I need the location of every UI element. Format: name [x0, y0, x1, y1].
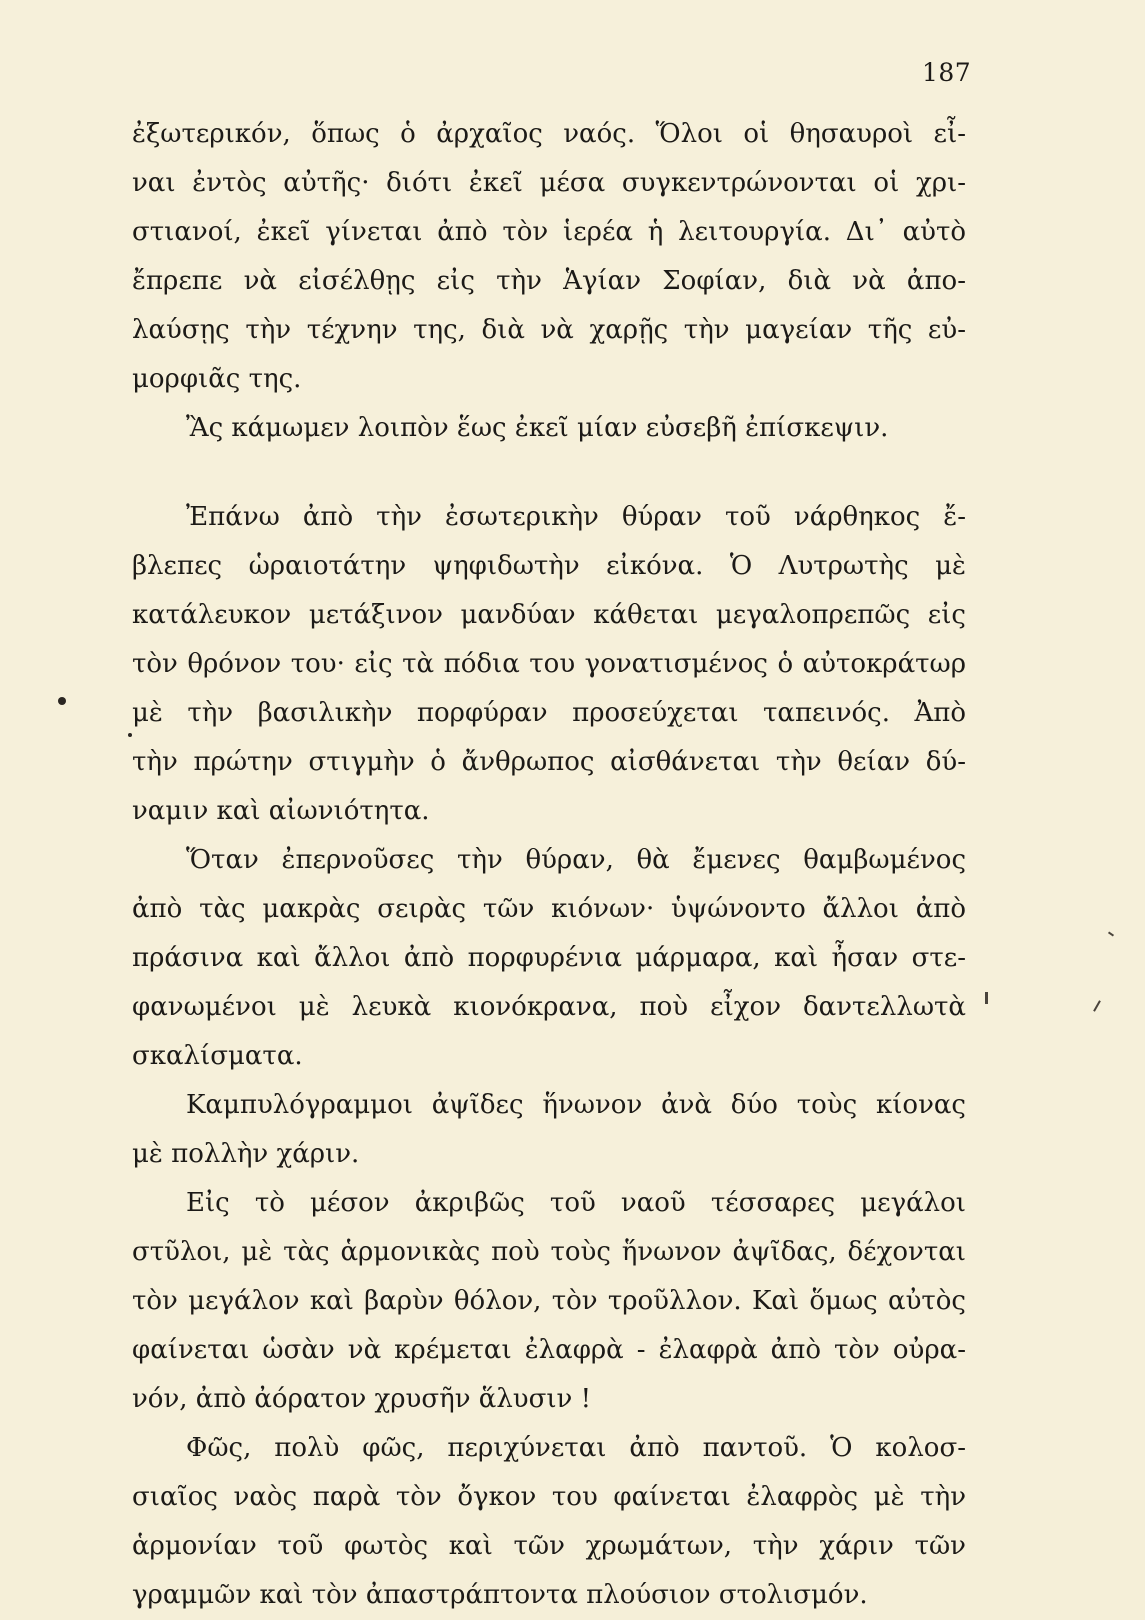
text-line: μὲ τὴν βασιλικὴν πορφύραν προσεύχεται ταπεινός. Ἀπὸ [132, 698, 966, 728]
text-line: ἔπρεπε νὰ εἰσέλθῃς εἰς τὴν Ἁγίαν Σοφίαν, διὰ νὰ ἀπο- [132, 266, 966, 296]
text-line: νόν, ἀπὸ ἀόρατον χρυσῆν ἅλυσιν ! [132, 1384, 592, 1414]
text-line: μορφιᾶς της. [132, 364, 302, 394]
margin-stroke-mark [1108, 931, 1114, 936]
paragraph [132, 404, 966, 453]
text-line: τὸν θρόνον του· εἰς τὰ πόδια του γονατισμένος ὁ αὐτοκράτωρ [132, 649, 966, 679]
margin-stroke-mark [1093, 1000, 1101, 1011]
margin-stroke-mark [985, 992, 988, 1004]
margin-dot-mark [58, 697, 66, 705]
text-line: λαύσῃς τὴν τέχνην της, διὰ νὰ χαρῇς τὴν μαγείαν τῆς εὐ- [132, 315, 966, 345]
text-line: ἀπὸ τὰς μακρὰς σειρὰς τῶν κιόνων· ὑψώνοντο ἄλλοι ἀπὸ [132, 894, 966, 924]
text-line: τὸν μεγάλον καὶ βαρὺν θόλον, τὸν τροῦλλον. Καὶ ὅμως αὐτὸς [132, 1286, 966, 1316]
text-line: φανωμένοι μὲ λευκὰ κιονόκρανα, ποὺ εἶχον δαντελλωτὰ [132, 992, 966, 1022]
paragraph [132, 110, 966, 404]
text-line: πράσινα καὶ ἄλλοι ἀπὸ πορφυρένια μάρμαρα, καὶ ἦσαν στε- [132, 943, 966, 973]
text-line: Καμπυλόγραμμοι ἀψῖδες ἥνωνον ἀνὰ δύο τοὺς κίονας [186, 1090, 966, 1120]
paragraph [132, 1179, 966, 1424]
text-line: κατάλευκον μετάξινον μανδύαν κάθεται μεγαλοπρεπῶς εἰς [132, 600, 966, 630]
text-line: τὴν πρώτην στιγμὴν ὁ ἄνθρωπος αἰσθάνεται τὴν θείαν δύ- [132, 747, 966, 777]
paragraph [132, 493, 966, 836]
paragraph-gap [132, 453, 966, 493]
text-line: ἁρμονίαν τοῦ φωτὸς καὶ τῶν χρωμάτων, τὴν χάριν τῶν [132, 1531, 966, 1561]
text-line: στιανοί, ἐκεῖ γίνεται ἀπὸ τὸν ἱερέα ἡ λειτουργία. Δι᾽ αὐτὸ [132, 217, 966, 247]
text-line: βλεπες ὡραιοτάτην ψηφιδωτὴν εἰκόνα. Ὁ Λυτρωτὴς μὲ [132, 551, 966, 581]
text-line: Φῶς, πολὺ φῶς, περιχύνεται ἀπὸ παντοῦ. Ὁ κολοσ- [186, 1433, 966, 1463]
margin-dot-mark [128, 733, 132, 737]
text-line: Εἰς τὸ μέσον ἀκριβῶς τοῦ ναοῦ τέσσαρες μεγάλοι [186, 1188, 966, 1218]
text-line: Ἂς κάμωμεν λοιπὸν ἕως ἐκεῖ μίαν εὐσεβῆ ἐπίσκεψιν. [186, 413, 889, 443]
text-line: ναι ἐντὸς αὐτῆς· διότι ἐκεῖ μέσα συγκεντρώνονται οἱ χρι- [132, 168, 966, 198]
paragraph [132, 1424, 966, 1620]
paragraph [132, 836, 966, 1081]
text-line: γραμμῶν καὶ τὸν ἀπαστράπτοντα πλούσιον στολισμόν. [132, 1580, 868, 1610]
text-line: σιαῖος ναὸς παρὰ τὸν ὄγκον του φαίνεται ἐλαφρὸς μὲ τὴν [132, 1482, 966, 1512]
paragraph [132, 1081, 966, 1179]
text-line: φαίνεται ὡσὰν νὰ κρέμεται ἐλαφρὰ - ἐλαφρὰ ἀπὸ τὸν οὐρα- [132, 1335, 966, 1365]
text-line: Ὅταν ἐπερνοῦσες τὴν θύραν, θὰ ἔμενες θαμβωμένος [186, 845, 966, 875]
body-text [132, 110, 966, 1620]
text-line: ἐξωτερικόν, ὅπως ὁ ἀρχαῖος ναός. Ὅλοι οἱ θησαυροὶ εἶ- [132, 119, 966, 149]
text-line: Ἐπάνω ἀπὸ τὴν ἐσωτερικὴν θύραν τοῦ νάρθηκος ἔ- [186, 502, 966, 532]
text-line: ναμιν καὶ αἰωνιότητα. [132, 796, 430, 826]
text-line: σκαλίσματα. [132, 1041, 303, 1071]
text-line: στῦλοι, μὲ τὰς ἁρμονικὰς ποὺ τοὺς ἥνωνον ἀψῖδας, δέχονται [132, 1237, 966, 1267]
page-number: 187 [922, 58, 972, 87]
text-line: μὲ πολλὴν χάριν. [132, 1139, 360, 1169]
